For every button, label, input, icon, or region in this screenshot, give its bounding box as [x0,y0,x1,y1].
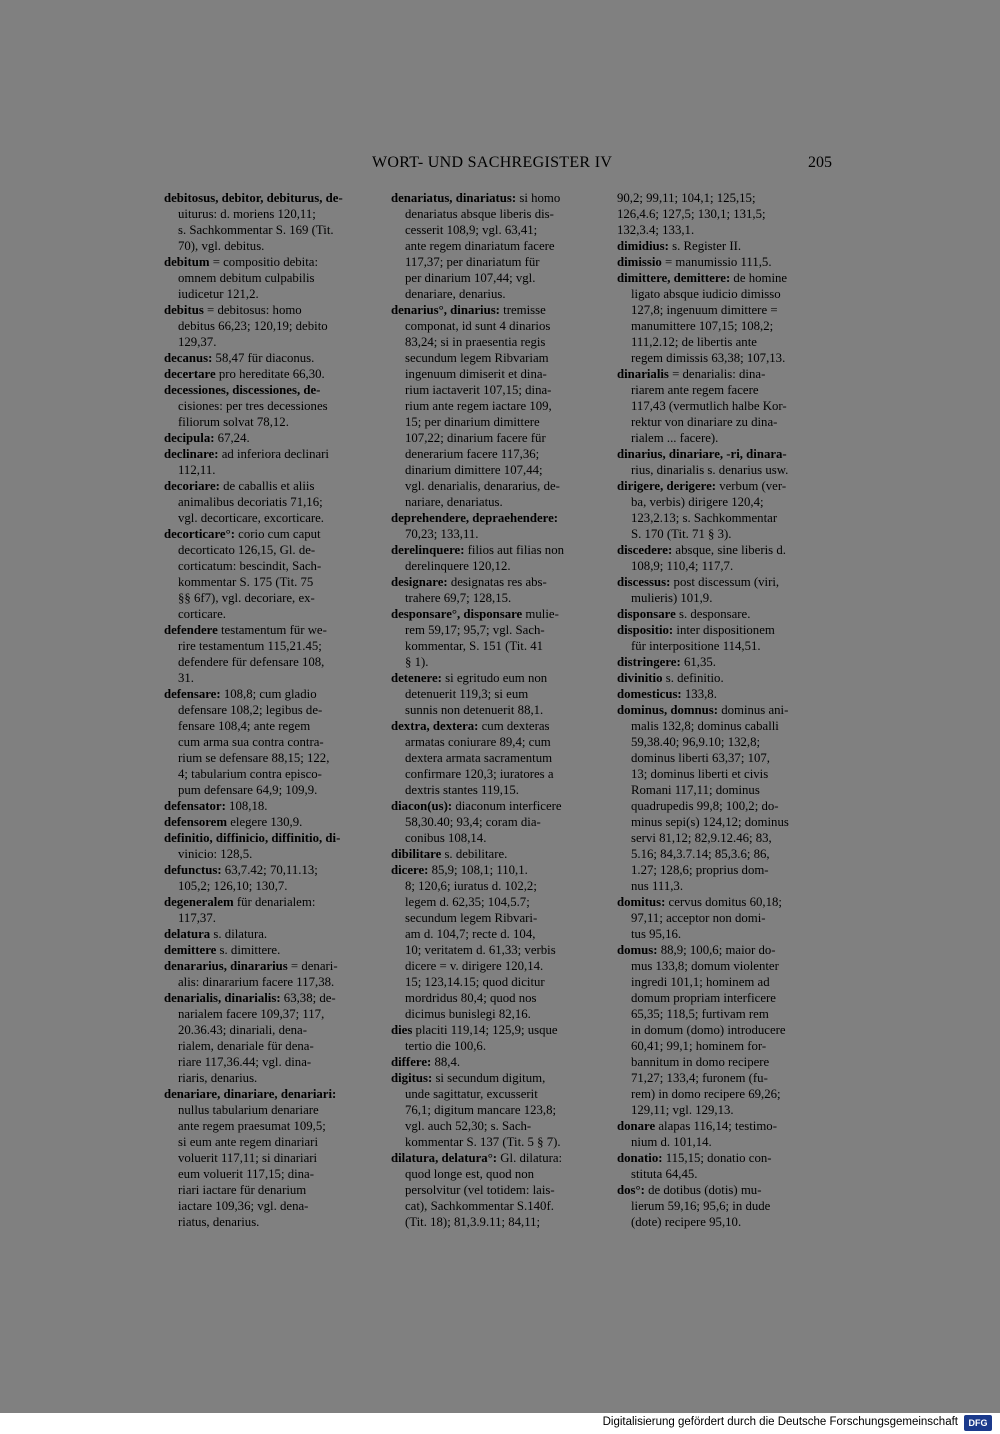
register-entry [391,574,607,606]
headword: definitio, diffinicio, diffinitio, di- [164,831,341,845]
entry-body: inter dispositionem für interpositione 114,51. [631,623,775,653]
register-entry [617,446,835,478]
headword: differe: [391,1055,432,1069]
entry-body: cervus domitus 60,18; 97,11; acceptor non domi- tus 95,16. [631,895,782,941]
entry-body: alapas 116,14; testimo- nium d. 101,14. [631,1119,777,1149]
entry-body: corio cum caput decorticato 126,15, Gl. de- corticatum: bescindit, Sach- kommentar S. 175 (Tit. 75 §§ 6f7), vgl. decoriare, ex- corticare. [178,527,322,621]
headword: defensorem [164,815,228,829]
register-entry [164,814,382,830]
entry-body: = compositio debita: omnem debitum culpabilis iudicetur 121,2. [178,255,319,301]
entry-body: s. definitio. [662,671,724,685]
headword: decipula: [164,431,215,445]
headword: denarius°, dinarius: [391,303,500,317]
headword: digitus: [391,1071,433,1085]
entry-body: diaconum interficere 58,30.40; 93,4; coram dia- conibus 108,14. [405,799,562,845]
register-entry [617,366,835,446]
entry-body: verbum (ver- ba, verbis) dirigere 120,4; 123,2.13; s. Sachkommentar S. 170 (Tit. 71 § 3). [631,479,787,541]
headword: dimittere, demittere: [617,271,731,285]
running-head: WORT- UND SACHREGISTER IV [372,154,613,171]
entry-body: de homine ligato absque iudicio dimisso 127,8; ingenuum dimittere = manumittere 107,15; 108,2; 111,2.12; de libertis ante regem dimissis 63,38; 107,13. [631,271,788,365]
register-entry [164,1086,382,1230]
entry-body: = denarialis: dina- riarem ante regem facere 117,43 (vermutlich halbe Kor- rektur von dinariare zu dina- rialem ... facere). [631,367,787,445]
register-entry [164,830,382,862]
entry-body: cisiones: per tres decessiones filiorum solvat 78,12. [178,399,328,429]
register-entry [164,190,382,254]
entry-body: 63,38; de- narialem facere 109,37; 117, 20.36.43; dinariali, dena- rialem, denariale für dena- riare 117,36.44; vgl. dina- riaris, denarius. [178,991,336,1085]
headword: dilatura, delatura°: [391,1151,498,1165]
entry-body: rius, dinarialis s. denarius usw. [631,463,789,477]
register-entry [617,670,835,686]
entry-body: s. dilatura. [210,927,268,941]
entry-body: si egritudo eum non detenuerit 119,3; si eum sunnis non detenuerit 88,1. [405,671,548,717]
register-entry [391,606,607,670]
register-entry [617,542,835,574]
register-entry [391,1070,607,1150]
register-entry [617,478,835,542]
headword: dispositio: [617,623,674,637]
register-entry [617,654,835,670]
entry-body: post discessum (viri, mulieris) 101,9. [631,575,780,605]
entry-body: Gl. dilatura: quod longe est, quod non persolvitur (vel totidem: lais- cat), Sachkommentar S.140f. (Tit. 18); 81,3.9.11; 84,11; [405,1151,563,1229]
register-entry [391,1054,607,1070]
register-entry [617,574,835,606]
headword: disponsare [617,607,676,621]
register-entry [617,942,835,1118]
headword: defendere [164,623,218,637]
register-entry [617,702,835,894]
entry-body: 108,8; cum gladio defensare 108,2; legibus de- fensare 108,4; ante regem cum arma sua contra contra- rium se defensare 88,15; 122, 4; tabularium contra episco- pum defensare 64,9; 109,9. [178,687,330,797]
register-entry [164,302,382,350]
page-number: 205 [808,154,832,171]
register-entry [164,254,382,302]
headword: degeneralem [164,895,234,909]
dfg-logo: DFG [964,1415,992,1431]
headword: dos°: [617,1183,645,1197]
entry-body: absque, sine liberis d. 108,9; 110,4; 117,7. [631,543,786,573]
entry-body: 58,47 für diaconus. [212,351,315,365]
headword: diacon(us): [391,799,453,813]
register-entry [164,958,382,990]
register-entry [391,190,607,302]
register-entry [164,430,382,446]
headword: discessus: [617,575,671,589]
register-entry [164,446,382,478]
entry-body: nullus tabularium denariare ante regem praesumat 109,5; si eum ante regem dinariari voluerit 117,11; si dinariari eum voluerit 117,15; dina- riari iactare für denarium iactare 109,36; vgl. dena- riatus, denarius. [178,1103,326,1229]
entry-body: = denari- alis: dinararium facere 117,38. [178,959,338,989]
entry-body: cum dexteras armatas coniurare 89,4; cum dextera armata sacramentum confirmare 120,3; iuratores a dextris stantes 119,15. [405,719,554,797]
entry-body: 88,4. [431,1055,461,1069]
register-entry [391,798,607,846]
headword: delatura [164,927,211,941]
headword: debitosus, debitor, debiturus, de- [164,191,343,205]
register-entry [164,686,382,798]
entry-body: dominus ani- malis 132,8; dominus caballi 59,38.40; 96,9.10; 132,8; dominus liberti 63,37; 107, 13; dominus liberti et civis Romani 117,11; dominus quadrupedis 99,8; 100,2; do- minus sepi(s) 124,12; dominus servi 81,12; 82,9.12.46; 83, 5.16; 84,3.7.14; 85,3.6; 86, 1.27; 128,6; proprius dom- nus 111,3. [631,703,789,893]
headword: dibilitare [391,847,442,861]
headword: denarialis, dinarialis: [164,991,281,1005]
headword: dimissio [617,255,662,269]
entry-body: 88,9; 100,6; maior do- mus 133,8; domum violenter ingredi 101,1; hominem ad domum propriam interficere 65,35; 118,5; furtivam rem in domum (domo) introducere 60,41; 99,1; hominem for- bannitum in domo recipere 71,27; 133,4; furonem (fu- rem) in domo recipere 69,26; 129,11; vgl. 129,13. [631,943,786,1117]
entry-body: 70,23; 133,11. [405,527,479,541]
register-entry [617,1150,835,1182]
register-entry [617,894,835,942]
headword: dextra, dextera: [391,719,479,733]
headword: divinitio [617,671,663,685]
entry-body: 115,15; donatio con- stituta 64,45. [631,1151,772,1181]
entry-body: vinicio: 128,5. [178,847,253,861]
entry-body: testamentum für we- rire testamentum 115,21.45; defendere für defensare 108, 31. [178,623,327,685]
register-entry [617,686,835,702]
entry-body: si homo denariatus absque liberis dis- cesserit 108,9; vgl. 63,41; ante regem dinariatum facere 117,37; per dinariatum für per dinarium 107,44; vgl. denariare, denarius. [405,191,561,301]
register-entry [164,622,382,686]
headword: debitus [164,303,204,317]
entry-body: 67,24. [214,431,250,445]
headword: dinarius, dinariare, -ri, dinara- [617,447,787,461]
register-entry [164,478,382,526]
entry-body: 63,7.42; 70,11.13; 105,2; 126,10; 130,7. [178,863,318,893]
register-entry [391,302,607,510]
register-entry [164,382,382,430]
headword: defensare: [164,687,221,701]
index-column-3 [617,190,835,1230]
headword: donatio: [617,1151,663,1165]
register-entry [164,894,382,926]
headword: detenere: [391,671,442,685]
headword: dies [391,1023,413,1037]
entry-body: pro hereditate 66,30. [215,367,325,381]
entry-body: uiturus: d. moriens 120,11; s. Sachkommentar S. 169 (Tit. 70), vgl. debitus. [178,207,334,253]
headword: decorticare°: [164,527,235,541]
register-entry [617,270,835,366]
headword: decessiones, discessiones, de- [164,383,321,397]
headword: dinarialis [617,367,669,381]
entry-body: s. debilitare. [441,847,508,861]
entry-body: ad inferiora declinari 112,11. [178,447,329,477]
register-entry [164,926,382,942]
register-entry [391,862,607,1022]
headword: deprehendere, depraehendere: [391,511,559,525]
entry-body: = debitosus: homo debitus 66,23; 120,19; debito 129,37. [178,303,328,349]
entry-body: s. dimittere. [216,943,281,957]
headword: desponsare°, disponsare [391,607,523,621]
headword: declinare: [164,447,219,461]
headword: discedere: [617,543,673,557]
entry-body: mulie- rem 59,17; 95,7; vgl. Sach- kommentar, S. 151 (Tit. 41 § 1). [405,607,559,669]
register-entry [164,366,382,382]
entry-body: de dotibus (dotis) mu- lierum 59,16; 95,6; in dude (dote) recipere 95,10. [631,1183,771,1229]
register-entry [164,350,382,366]
headword: defensator: [164,799,226,813]
index-column-1 [164,190,382,1230]
headword: dirigere, derigere: [617,479,717,493]
entry-body: s. desponsare. [675,607,751,621]
headword: decertare [164,367,216,381]
headword: dimidius: [617,239,669,253]
register-entry [391,542,607,574]
entry-body: filios aut filias non derelinquere 120,12. [405,543,564,573]
headword: decoriare: [164,479,220,493]
entry-body: placiti 119,14; 125,9; usque tertio die 100,6. [405,1023,558,1053]
headword: demittere [164,943,217,957]
headword: denararius, dinararius [164,959,288,973]
entry-body: 61,35. [680,655,716,669]
register-entry [617,190,835,238]
headword: denariatus, dinariatus: [391,191,517,205]
headword: dominus, domnus: [617,703,718,717]
headword: decanus: [164,351,213,365]
headword: distringere: [617,655,681,669]
entry-body: tremisse componat, id sunt 4 dinarios 83,24; si in praesentia regis secundum legem Ribvariam ingenuum dimiserit et dina- rium iactaverit 107,15; dina- rium ante regem iactare 109, 15; per dinarium dimittere 107,22; dinarium facere für denerarium facere 117,36; dinarium dimittere 107,44; vgl. denarialis, denararius, de- nariare, denariatus. [405,303,560,509]
entry-body: = manumissio 111,5. [661,255,772,269]
register-entry [391,510,607,542]
entry-body: de caballis et aliis animalibus decoriatis 71,16; vgl. decorticare, excorticare. [178,479,325,525]
entry-body: elegere 130,9. [227,815,303,829]
register-entry [164,862,382,894]
entry-body: 133,8. [681,687,717,701]
headword: denariare, dinariare, denariari: [164,1087,337,1101]
register-entry [164,990,382,1086]
register-entry [391,718,607,798]
headword: defunctus: [164,863,222,877]
register-entry [617,1118,835,1150]
headword: domus: [617,943,658,957]
funding-notice: Digitalisierung gefördert durch die Deutsche Forschungsgemeinschaft [602,1416,958,1428]
entry-body: designatas res abs- trahere 69,7; 128,15. [405,575,547,605]
entry-body: s. Register II. [668,239,742,253]
register-entry [391,670,607,718]
entry-body: für denarialem: 117,37. [178,895,316,925]
register-entry [164,942,382,958]
headword: donare [617,1119,656,1133]
register-entry [617,1182,835,1230]
headword: debitum [164,255,210,269]
index-column-2 [391,190,607,1230]
register-entry [164,526,382,622]
register-entry [391,1022,607,1054]
headword: dicere: [391,863,429,877]
register-entry [164,798,382,814]
register-entry [391,1150,607,1230]
entry-body: 108,18. [225,799,268,813]
headword: designare: [391,575,448,589]
entry-body: 90,2; 99,11; 104,1; 125,15; 126,4.6; 127,5; 130,1; 131,5; 132,3.4; 133,1. [617,191,766,237]
entry-body: 85,9; 108,1; 110,1. 8; 120,6; iuratus d. 102,2; legem d. 62,35; 104,5.7; secundum legem Ribvari- am d. 104,7; recte d. 104, 10; veritatem d. 61,33; verbis dicere = v. dirigere 120,14. 15; 123,14.15; quod dicitur mordridus 80,4; quod nos dicimus bunislegi 82,16. [405,863,556,1021]
headword: domesticus: [617,687,682,701]
headword: domitus: [617,895,666,909]
register-entry [617,622,835,654]
headword: derelinquere: [391,543,465,557]
register-entry [391,846,607,862]
register-entry [617,254,835,270]
footer-bar [0,1413,1000,1434]
register-entry [617,238,835,254]
register-entry [617,606,835,622]
entry-body: si secundum digitum, unde sagittatur, excusserit 76,1; digitum mancare 123,8; vgl. auch 52,30; s. Sach- kommentar S. 137 (Tit. 5 § 7). [405,1071,561,1149]
